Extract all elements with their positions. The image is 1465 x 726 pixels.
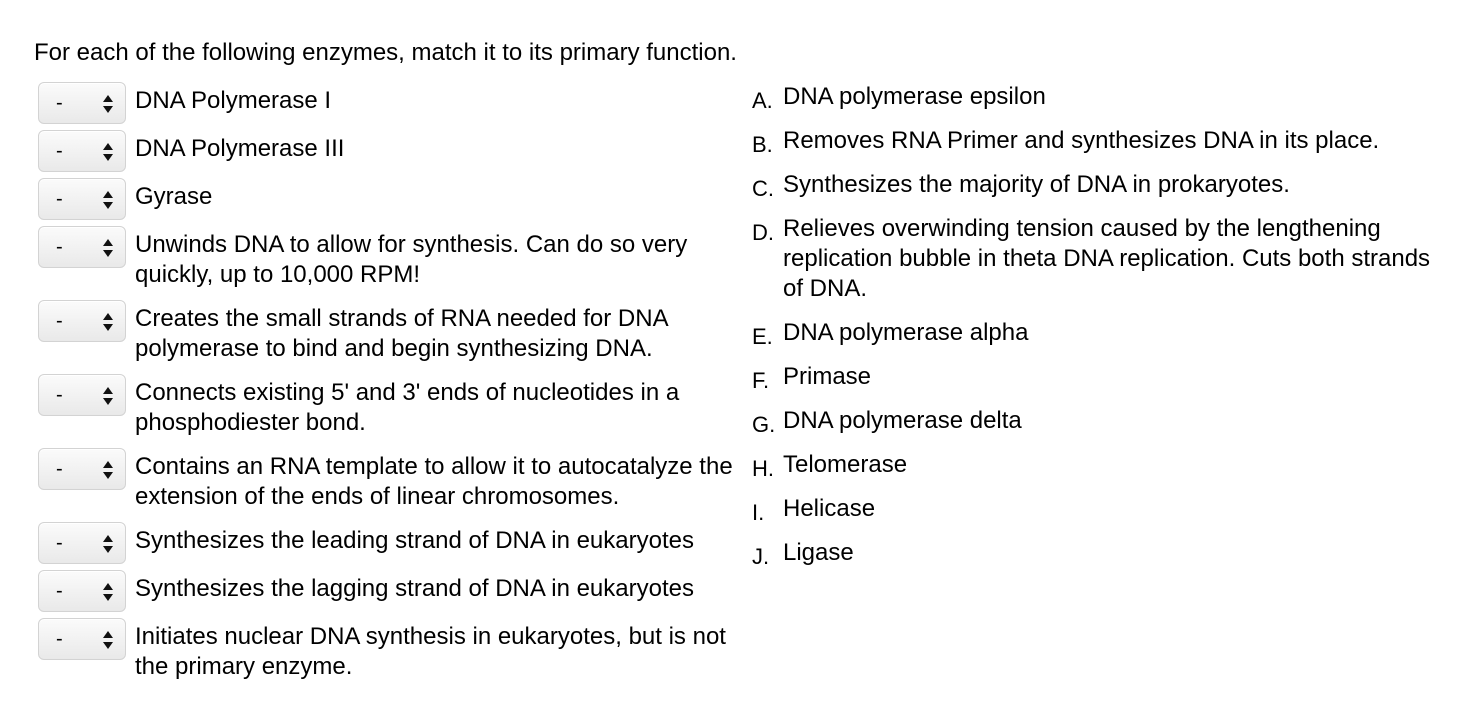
match-select[interactable] [38,82,126,124]
match-select[interactable] [38,226,126,268]
up-down-arrows-icon [103,583,113,601]
answer-letter: B. [752,132,773,157]
answer-text: Removes RNA Primer and synthesizes DNA in its place. [783,127,1380,154]
select-value: - [56,310,63,332]
select-value: - [56,458,63,480]
enzyme-description: Connects existing 5' and 3' ends of nucleotides in a phosphodiester bond. [135,379,680,436]
answer-text: DNA polymerase epsilon [783,83,1046,110]
enzyme-match-list [38,80,748,690]
match-row [38,80,748,128]
select-value: - [56,384,63,406]
match-row [38,616,748,690]
match-row [38,224,748,298]
match-select[interactable] [38,570,126,612]
match-select[interactable] [38,130,126,172]
answer-letter: G. [752,412,776,437]
match-row [38,372,748,446]
enzyme-description: DNA Polymerase III [135,135,345,162]
up-down-arrows-icon [103,239,113,257]
select-value: - [56,628,63,650]
select-value: - [56,532,63,554]
enzyme-description: Synthesizes the leading strand of DNA in eukaryotes [135,527,694,554]
answer-letter: E. [752,324,773,349]
answer-letter: J. [752,544,770,569]
match-row [38,298,748,372]
match-select[interactable] [38,522,126,564]
answer-letter: H. [752,456,774,481]
answer-option [752,82,1452,126]
answer-text: Relieves overwinding tension caused by the lengthening replication bubble in theta DNA replication. Cuts both strands of DNA. [783,215,1431,302]
up-down-arrows-icon [103,535,113,553]
answer-text: Ligase [783,539,854,566]
answer-letter: I. [752,500,765,525]
answer-option [752,126,1452,170]
answer-text: Telomerase [783,451,908,478]
answer-option [752,494,1452,538]
answer-letter: A. [752,88,773,113]
up-down-arrows-icon [103,631,113,649]
answer-options-list [752,82,1452,582]
enzyme-description: Creates the small strands of RNA needed for DNA polymerase to bind and begin synthesizing DNA. [135,305,668,362]
match-select[interactable] [38,374,126,416]
up-down-arrows-icon [103,143,113,161]
answer-option [752,214,1452,318]
match-row [38,520,748,568]
select-value: - [56,92,63,114]
answer-option [752,170,1452,214]
select-value: - [56,236,63,258]
up-down-arrows-icon [103,191,113,209]
answer-text: Helicase [783,495,876,522]
answer-letter: C. [752,176,774,201]
answer-text: DNA polymerase delta [783,407,1022,434]
answer-text: Synthesizes the majority of DNA in prokaryotes. [783,171,1290,198]
enzyme-description: Contains an RNA template to allow it to autocatalyze the extension of the ends of linear chromosomes. [135,453,733,510]
match-row [38,176,748,224]
up-down-arrows-icon [103,313,113,331]
enzyme-description: Synthesizes the lagging strand of DNA in eukaryotes [135,575,694,602]
match-select[interactable] [38,618,126,660]
answer-option [752,318,1452,362]
up-down-arrows-icon [103,461,113,479]
up-down-arrows-icon [103,95,113,113]
answer-option [752,538,1452,582]
answer-option [752,362,1452,406]
match-row [38,446,748,520]
enzyme-description: Initiates nuclear DNA synthesis in eukaryotes, but is not the primary enzyme. [135,623,726,680]
answer-option [752,406,1452,450]
up-down-arrows-icon [103,387,113,405]
select-value: - [56,188,63,210]
answer-letter: F. [752,368,770,393]
match-row [38,128,748,176]
answer-text: DNA polymerase alpha [783,319,1029,346]
answer-text: Primase [783,363,872,390]
enzyme-description: Gyrase [135,183,213,210]
match-select[interactable] [38,178,126,220]
match-select[interactable] [38,300,126,342]
select-value: - [56,140,63,162]
enzyme-description: DNA Polymerase I [135,87,332,114]
question-instruction: For each of the following enzymes, match it to its primary function. [34,39,737,66]
match-select[interactable] [38,448,126,490]
select-value: - [56,580,63,602]
enzyme-description: Unwinds DNA to allow for synthesis. Can do so very quickly, up to 10,000 RPM! [135,231,688,288]
answer-letter: D. [752,220,774,245]
match-row [38,568,748,616]
answer-option [752,450,1452,494]
